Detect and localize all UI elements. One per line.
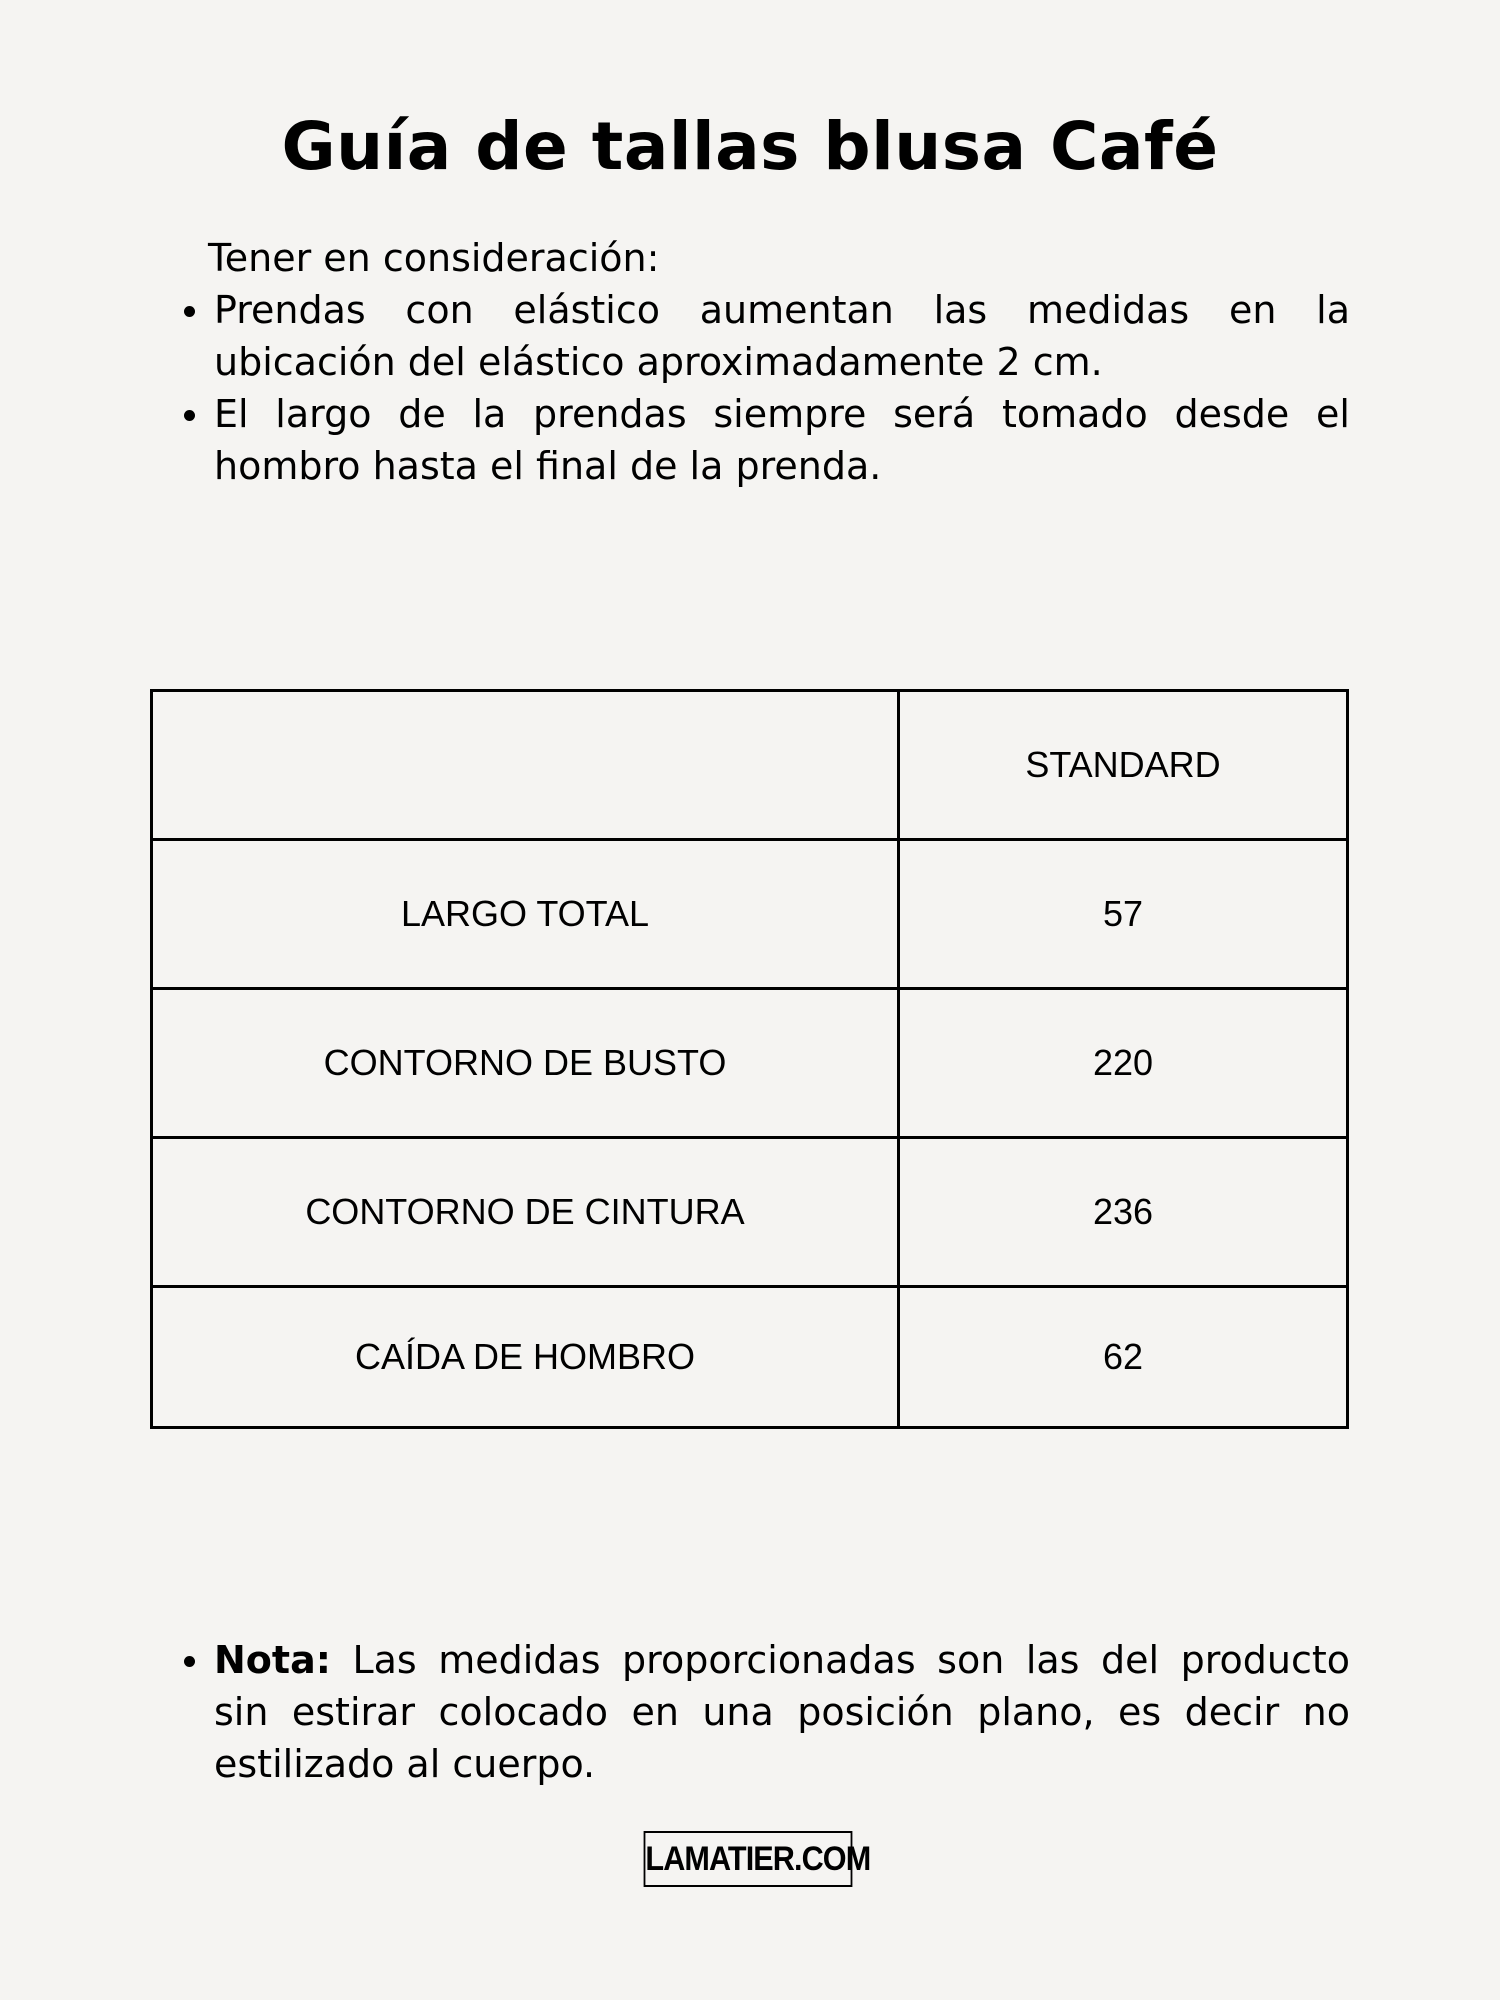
notes-list <box>214 284 1350 492</box>
note-item <box>214 388 1350 492</box>
table-row <box>152 1138 1348 1287</box>
measure-value: 236 <box>899 1138 1348 1287</box>
measure-label: CONTORNO DE CINTURA <box>152 1138 899 1287</box>
measure-value: 62 <box>899 1287 1348 1428</box>
footnote-list <box>214 1634 1350 1790</box>
measure-value: 220 <box>899 989 1348 1138</box>
note-text: El largo de la prendas siempre será tomado desde el hombro hasta el final de la prenda. <box>214 392 1350 488</box>
table-row <box>152 989 1348 1138</box>
table-row <box>152 840 1348 989</box>
table-header-row <box>152 691 1348 840</box>
measure-label: CONTORNO DE BUSTO <box>152 989 899 1138</box>
footnote-text: Las medidas proporcionadas son las del producto sin estirar colocado en una posición plano, es decir no estilizado al cuerpo. <box>214 1638 1350 1786</box>
page-title: Guía de tallas blusa Café <box>281 108 1219 185</box>
bullet-icon <box>184 1656 195 1667</box>
measure-label: CAÍDA DE HOMBRO <box>152 1287 899 1428</box>
footnote-item <box>214 1634 1350 1790</box>
header-standard-cell: STANDARD <box>899 691 1348 840</box>
brand-logo: LAMATIER.COM <box>644 1831 853 1887</box>
note-text: Prendas con elástico aumentan las medidas en la ubicación del elástico aproximadamente 2 cm. <box>214 288 1350 384</box>
notes-heading: Tener en consideración: <box>208 236 660 280</box>
table-row <box>152 1287 1348 1428</box>
bullet-icon <box>184 306 195 317</box>
size-table <box>150 689 1350 1429</box>
measure-label: LARGO TOTAL <box>152 840 899 989</box>
note-item <box>214 284 1350 388</box>
measure-value: 57 <box>899 840 1348 989</box>
bullet-icon <box>184 410 195 421</box>
footnote-label: Nota: <box>214 1638 331 1682</box>
header-label-cell <box>152 691 899 840</box>
